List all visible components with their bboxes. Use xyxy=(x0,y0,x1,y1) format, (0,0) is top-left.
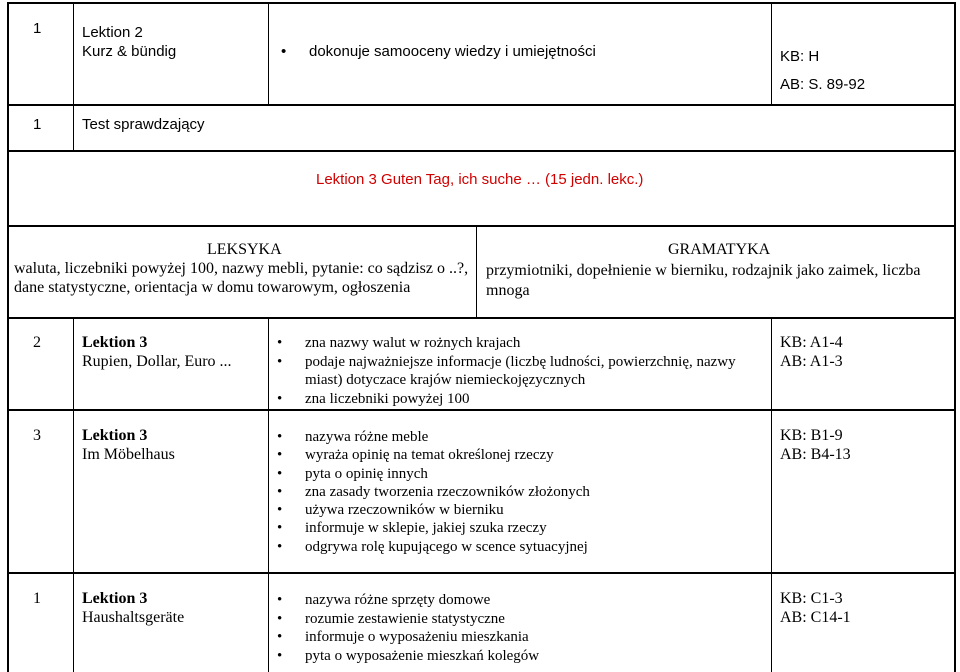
list-item: • rozumie zestawienie statystyczne xyxy=(277,610,505,627)
ab-reference: AB: C14-1 xyxy=(780,609,851,626)
lesson-subtitle: Im Möbelhaus xyxy=(82,446,175,463)
row-number: 1 xyxy=(33,590,41,607)
lexis-text-line: dane statystyczne, orientacja w domu towarowym, ogłoszenia xyxy=(14,279,411,296)
column-divider xyxy=(771,319,772,409)
lesson-subtitle: Rupien, Dollar, Euro ... xyxy=(82,353,232,370)
column-divider xyxy=(73,411,74,572)
grammar-text-line: mnoga xyxy=(486,282,530,299)
kb-reference: KB: C1-3 xyxy=(780,590,843,607)
list-item: • dokonuje samooceny wiedzy i umiejętności xyxy=(281,43,596,60)
lexis-text-line: waluta, liczebniki powyżej 100, nazwy mebli, pytanie: co sądzisz o ..?, xyxy=(14,260,469,277)
column-divider xyxy=(268,574,269,672)
list-item: • informuje w sklepie, jakiej szuka rzeczy xyxy=(277,520,547,537)
bullet-icon: • xyxy=(277,335,283,351)
column-divider xyxy=(268,411,269,572)
bullet-icon: • xyxy=(277,502,283,519)
column-divider xyxy=(73,574,74,672)
table-row-test xyxy=(7,104,956,150)
table-row-lektion3-moebelhaus xyxy=(7,409,956,572)
row-number: 3 xyxy=(33,427,41,444)
goals-list xyxy=(275,591,539,666)
bullet-icon: • xyxy=(277,447,283,464)
lesson-heading: Lektion 3 Guten Tag, ich suche … (15 jedn. lekc.) xyxy=(316,171,644,188)
list-item: • zna liczebniki powyżej 100 xyxy=(277,390,470,407)
lesson-title: Lektion 3 xyxy=(82,334,148,351)
grammar-title: GRAMATYKA xyxy=(668,241,771,258)
ab-reference: AB: S. 89-92 xyxy=(780,76,866,93)
bullet-icon: • xyxy=(277,648,283,665)
list-item: • zna zasady tworzenia rzeczowników złożonych xyxy=(277,483,590,500)
kb-reference: KB: B1-9 xyxy=(780,427,843,444)
bullet-icon: • xyxy=(277,353,283,370)
list-item-continuation: miast) dotyczace krajów niemieckojęzycznych xyxy=(305,372,586,388)
row-number: 1 xyxy=(33,116,42,133)
table-row-lesson-heading xyxy=(7,150,956,225)
bullet-icon: • xyxy=(277,483,283,500)
test-title: Test sprawdzający xyxy=(82,116,205,133)
column-divider xyxy=(771,4,772,104)
table-row-lektion3-rupien xyxy=(7,317,956,409)
column-divider xyxy=(771,411,772,572)
kb-reference: KB: H xyxy=(780,48,820,65)
lexis-title: LEKSYKA xyxy=(207,241,282,258)
table-row-lexis-grammar xyxy=(7,225,956,317)
lesson-title: Lektion 3 xyxy=(82,427,148,444)
lesson-title: Lektion 3 xyxy=(82,590,148,607)
bullet-icon: • xyxy=(281,43,287,60)
column-divider xyxy=(268,319,269,409)
ab-reference: AB: A1-3 xyxy=(780,353,843,370)
column-divider xyxy=(73,4,74,104)
lesson-title: Lektion 2 xyxy=(82,24,143,41)
bullet-icon: • xyxy=(277,465,283,482)
column-divider xyxy=(476,227,477,317)
bullet-icon: • xyxy=(277,538,283,555)
column-divider xyxy=(73,106,74,150)
lesson-subtitle: Kurz & bündig xyxy=(82,43,177,60)
list-item: • nazywa różne meble xyxy=(277,429,429,445)
table-row-lektion3-haushaltsgeraete xyxy=(7,572,956,672)
bullet-icon: • xyxy=(277,429,283,445)
grammar-text-line: przymiotniki, dopełnienie w bierniku, rodzajnik jako zaimek, liczba xyxy=(486,262,921,279)
bullet-icon: • xyxy=(277,629,283,646)
list-item: • pyta o opinię innych xyxy=(277,465,428,482)
goals-list xyxy=(275,334,736,408)
row-number: 1 xyxy=(33,20,42,37)
row-number: 2 xyxy=(33,334,41,351)
bullet-icon: • xyxy=(277,390,283,407)
list-item: • odgrywa rolę kupującego w scence sytuacyjnej xyxy=(277,538,588,555)
list-item: • zna nazwy walut w rożnych krajach xyxy=(277,335,521,351)
bullet-icon: • xyxy=(277,592,283,608)
column-divider xyxy=(73,319,74,409)
ab-reference: AB: B4-13 xyxy=(780,446,851,463)
column-divider xyxy=(771,574,772,672)
list-item: • informuje o wyposażeniu mieszkania xyxy=(277,629,529,646)
bullet-icon: • xyxy=(277,520,283,537)
lesson-subtitle: Haushaltsgeräte xyxy=(82,609,185,626)
column-divider xyxy=(268,4,269,104)
list-item: • podaje najważniejsze informacje (liczbę ludności, powierzchnię, nazwy xyxy=(277,353,736,370)
list-item: • pyta o wyposażenie mieszkań kolegów xyxy=(277,648,540,665)
list-item: • wyraża opinię na temat określonej rzeczy xyxy=(277,447,554,464)
list-item: • używa rzeczowników w bierniku xyxy=(277,502,504,519)
goals-list xyxy=(279,42,596,62)
list-item: • nazywa różne sprzęty domowe xyxy=(277,592,491,608)
table-row-lektion2 xyxy=(7,2,956,104)
kb-reference: KB: A1-4 xyxy=(780,334,843,351)
bullet-icon: • xyxy=(277,610,283,627)
goals-list xyxy=(275,428,590,556)
